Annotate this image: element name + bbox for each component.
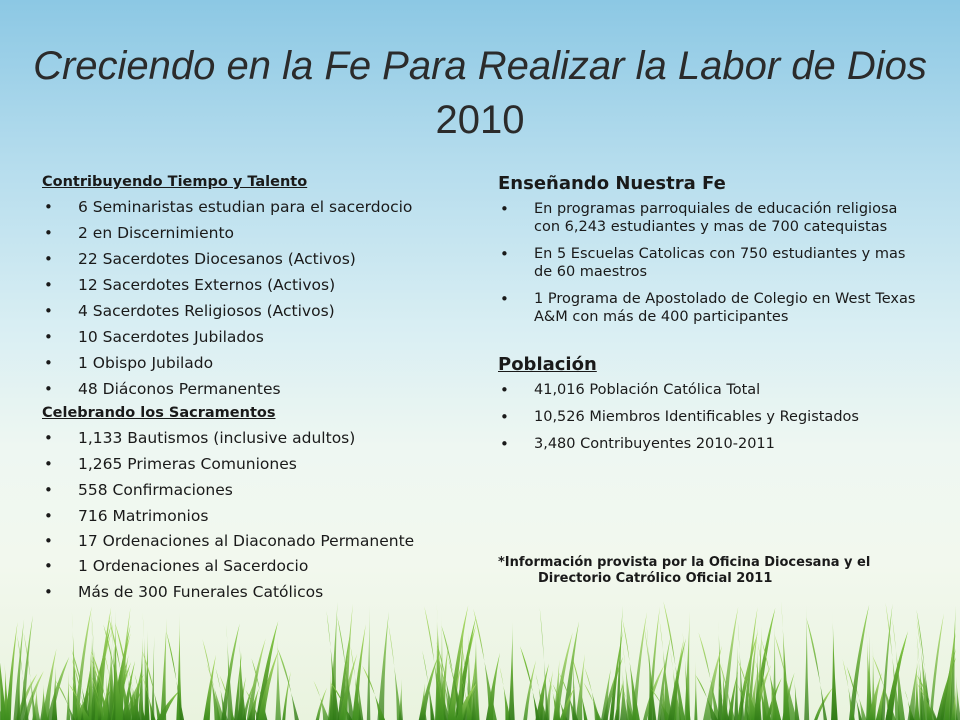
grass-blade <box>831 610 838 720</box>
section-heading-poblacion: Población <box>498 354 597 375</box>
list-item: • 1,133 Bautismos (inclusive adultos) <box>42 429 472 448</box>
grass-blade <box>806 617 827 720</box>
list-item: • 1,265 Primeras Comuniones <box>42 455 472 474</box>
list-item: • 10,526 Miembros Identificables y Registados <box>498 408 918 426</box>
list-poblacion <box>498 381 918 453</box>
list-item: • 10 Sacerdotes Jubilados <box>42 328 472 347</box>
section-heading-tiempo-talento: Contribuyendo Tiempo y Talento <box>42 174 308 190</box>
slide-title <box>0 40 960 148</box>
grass-blade <box>804 604 809 720</box>
list-item: • 1 Programa de Apostolado de Colegio en West Texas A&M con más de 400 participantes <box>498 290 918 326</box>
grass-blade <box>277 648 299 720</box>
list-item: • En 5 Escuelas Catolicas con 750 estudiantes y mas de 60 maestros <box>498 245 918 281</box>
footnote-line2: Directorio Catrólico Oficial 2011 <box>538 571 773 586</box>
grass-blade <box>523 660 536 720</box>
list-item: • 48 Diáconos Permanentes <box>42 380 472 399</box>
grass-decoration <box>0 600 960 720</box>
list-item: • En programas parroquiales de educación religiosa con 6,243 estudiantes y mas de 700 catequistas <box>498 200 918 236</box>
list-item: • 716 Matrimonios <box>42 507 472 526</box>
grass-blade <box>584 667 600 720</box>
footnote-line1: *Información provista por la Oficina Diocesana y el <box>498 555 871 570</box>
list-ensenando <box>498 200 918 326</box>
list-item: • 1 Obispo Jubilado <box>42 354 472 373</box>
grass-blade <box>326 611 339 720</box>
grass-blade <box>424 606 444 720</box>
source-footnote <box>498 555 898 587</box>
grass-blade <box>694 661 697 720</box>
title-year: 2010 <box>435 98 525 142</box>
grass-blade <box>282 672 291 720</box>
grass-blade <box>202 639 220 720</box>
list-tiempo-talento <box>42 198 472 399</box>
grass-blade <box>367 606 371 720</box>
right-column <box>498 172 918 462</box>
grass-blade <box>160 618 167 720</box>
grass-blade <box>377 611 389 720</box>
grass-blades <box>0 601 960 720</box>
grass-blade <box>520 646 540 720</box>
list-item: • Más de 300 Funerales Católicos <box>42 583 472 602</box>
grass-blade <box>256 621 278 720</box>
grass-blade <box>399 679 403 720</box>
list-item: • 1 Ordenaciones al Sacerdocio <box>42 557 472 576</box>
list-sacramentos <box>42 429 472 602</box>
grass-blade <box>734 646 738 720</box>
list-item: • 3,480 Contribuyentes 2010-2011 <box>498 435 918 453</box>
grass-blade <box>684 611 690 720</box>
list-item: • 22 Sacerdotes Diocesanos (Activos) <box>42 250 472 269</box>
list-item: • 2 en Discernimiento <box>42 224 472 243</box>
list-item: • 6 Seminaristas estudian para el sacerdocio <box>42 198 472 217</box>
list-item: • 4 Sacerdotes Religiosos (Activos) <box>42 302 472 321</box>
grass-blade <box>388 625 402 720</box>
section-heading-ensenando: Enseñando Nuestra Fe <box>498 173 726 194</box>
list-item: • 17 Ordenaciones al Diaconado Permanente <box>42 533 472 550</box>
grass-blade <box>203 655 216 720</box>
grass-blade <box>508 622 514 720</box>
title-main: Creciendo en la Fe Para Realizar la Labor de Dios <box>33 44 927 88</box>
list-item: • 12 Sacerdotes Externos (Activos) <box>42 276 472 295</box>
list-item: • 41,016 Población Católica Total <box>498 381 918 399</box>
grass-blade <box>66 670 70 720</box>
list-item: • 558 Confirmaciones <box>42 481 472 500</box>
grass-blade <box>849 605 869 720</box>
grass-blade <box>275 634 281 720</box>
section-heading-sacramentos: Celebrando los Sacramentos <box>42 405 276 421</box>
left-column <box>42 172 472 609</box>
grass-blade <box>138 638 144 720</box>
